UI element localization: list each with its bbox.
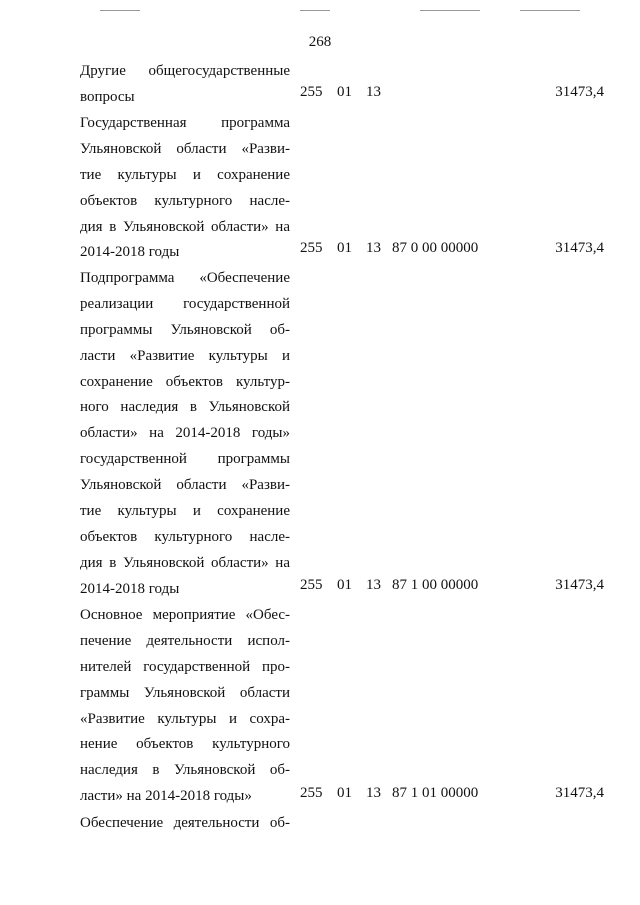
row-description: [80, 811, 290, 837]
description-line: Основное мероприятие «Обес-: [80, 607, 290, 623]
scan-speck: [100, 10, 140, 11]
description-line: нение объектов культурного: [80, 736, 290, 753]
section-code: 01: [337, 84, 352, 100]
page-number: 268: [308, 34, 332, 50]
row-description: [80, 59, 290, 111]
amount: 31473,4: [555, 240, 604, 256]
amount: 31473,4: [555, 84, 604, 100]
target-article-code: 87 0 00 00000: [392, 240, 479, 256]
subsection-code: 13: [366, 785, 381, 801]
section-code: 01: [337, 785, 352, 801]
description-line: 2014-2018 годы: [80, 580, 180, 597]
description-line: Ульяновской области «Разви-: [80, 140, 290, 157]
description-line: тие культуры и сохранение: [80, 503, 290, 520]
admin-code: 255: [300, 785, 323, 801]
description-line: нителей государственной про-: [80, 658, 290, 675]
subsection-code: 13: [366, 240, 381, 256]
description-line: 2014-2018 годы: [80, 244, 180, 261]
admin-code: 255: [300, 577, 323, 593]
description-line: дия в Ульяновской области» на: [80, 554, 290, 571]
row-description: [80, 111, 290, 266]
section-code: 01: [337, 240, 352, 256]
description-line: реализации государственной: [80, 295, 290, 312]
description-line: граммы Ульяновской области: [80, 684, 290, 701]
scan-speck: [520, 10, 580, 11]
admin-code: 255: [300, 240, 323, 256]
description-line: Другие общегосударственные: [80, 63, 290, 79]
description-line: сохранение объектов культур-: [80, 373, 290, 390]
description-line: тие культуры и сохранение: [80, 166, 290, 183]
description-line: печение деятельности испол-: [80, 632, 290, 649]
description-line: ласти «Развитие культуры и: [80, 347, 290, 364]
subsection-code: 13: [366, 577, 381, 593]
description-line: Обеспечение деятельности об-: [80, 815, 290, 831]
description-line: объектов культурного насле-: [80, 528, 290, 545]
description-line: «Развитие культуры и сохра-: [80, 710, 290, 727]
description-line: дия в Ульяновской области» на: [80, 218, 290, 235]
description-line: ласти» на 2014-2018 годы»: [80, 788, 252, 805]
row-description: [80, 603, 290, 810]
description-line: Государственная программа: [80, 115, 290, 131]
description-line: Ульяновской области «Разви-: [80, 477, 290, 494]
scan-speck: [300, 10, 330, 11]
amount: 31473,4: [555, 785, 604, 801]
row-description: [80, 266, 290, 603]
scan-speck: [420, 10, 480, 11]
description-line: вопросы: [80, 88, 135, 105]
admin-code: 255: [300, 84, 323, 100]
description-line: наследия в Ульяновской об-: [80, 762, 290, 779]
subsection-code: 13: [366, 84, 381, 100]
description-line: области» на 2014-2018 годы»: [80, 425, 290, 442]
description-line: ного наследия в Ульяновской: [80, 399, 290, 416]
section-code: 01: [337, 577, 352, 593]
description-line: программы Ульяновской об-: [80, 321, 290, 338]
target-article-code: 87 1 00 00000: [392, 577, 479, 593]
description-line: государственной программы: [80, 451, 290, 468]
description-line: объектов культурного насле-: [80, 192, 290, 209]
target-article-code: 87 1 01 00000: [392, 785, 479, 801]
amount: 31473,4: [555, 577, 604, 593]
description-line: Подпрограмма «Обеспечение: [80, 270, 290, 286]
